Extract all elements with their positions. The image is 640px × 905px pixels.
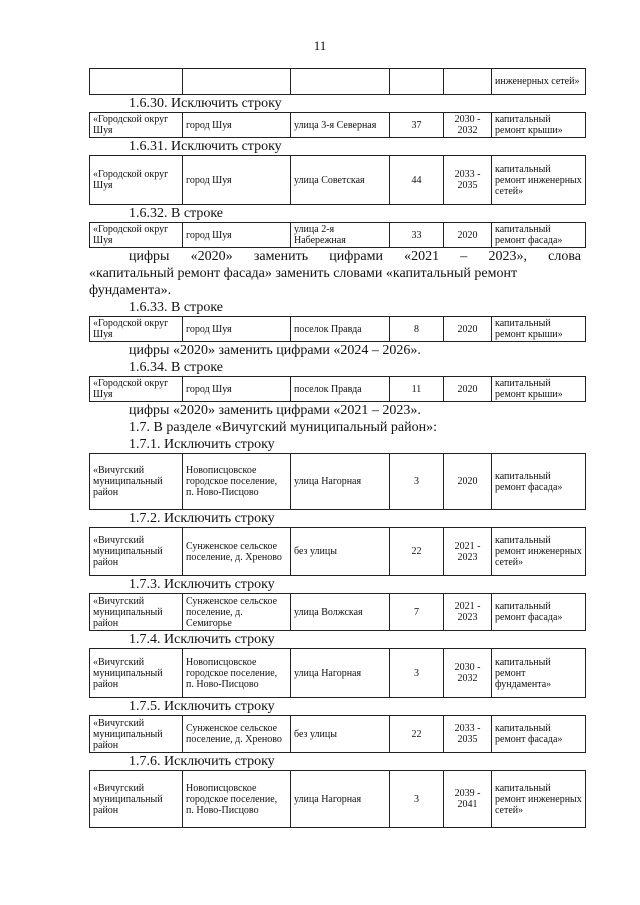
cell-house: 11 <box>390 377 444 402</box>
cell-settlement: Новописцовское городское поселение, п. Ново-Писцово <box>183 771 291 828</box>
cell-municipality: «Городской округ Шуя <box>90 377 183 402</box>
cell-street: без улицы <box>291 716 390 753</box>
cell-work-type: инженерных сетей» <box>492 69 586 95</box>
cell-period: 2039 - 2041 <box>444 771 492 828</box>
cell-settlement: Сунженское сельское поселение, д. Хреново <box>183 528 291 576</box>
cell-work-type: капитальный ремонт фасада» <box>492 454 586 510</box>
cell-house: 33 <box>390 223 444 248</box>
table-row <box>89 316 586 342</box>
cell-settlement: Новописцовское городское поселение, п. Ново-Писцово <box>183 454 291 510</box>
cell-municipality: «Вичугский муниципальный район <box>90 594 183 631</box>
cell-house: 44 <box>390 156 444 205</box>
table-row <box>89 222 586 248</box>
section-heading: 1.6.33. В строке <box>129 300 224 315</box>
cell-house <box>390 69 444 95</box>
cell-work-type: капитальный ремонт фасада» <box>492 716 586 753</box>
table-row <box>89 770 586 828</box>
table-row <box>89 453 586 510</box>
cell-work-type: капитальный ремонт инженерных сетей» <box>492 528 586 576</box>
cell-house: 3 <box>390 771 444 828</box>
cell-street: улица Нагорная <box>291 771 390 828</box>
table-row <box>89 376 586 402</box>
cell-municipality: «Вичугский муниципальный район <box>90 771 183 828</box>
table-row <box>89 593 586 631</box>
paragraph-line: цифры «2020» заменить цифрами «2024 – 2026». <box>129 343 421 358</box>
paragraph-line: «капитальный ремонт фасада» заменить словами «капитальный ремонт <box>89 266 518 281</box>
section-heading: 1.7.1. Исключить строку <box>129 437 275 452</box>
cell-period: 2030 - 2032 <box>444 649 492 698</box>
cell-house: 3 <box>390 649 444 698</box>
cell-street: улица 2-я Набережная <box>291 223 390 248</box>
cell-street: улица Нагорная <box>291 454 390 510</box>
section-heading: 1.7.5. Исключить строку <box>129 699 275 714</box>
section-heading: 1.7.6. Исключить строку <box>129 754 275 769</box>
cell-street: улица 3-я Северная <box>291 113 390 138</box>
cell-settlement: город Шуя <box>183 156 291 205</box>
cell-municipality: «Городской округ Шуя <box>90 223 183 248</box>
cell-settlement: Сунженское сельское поселение, д. Хреново <box>183 716 291 753</box>
cell-period: 2033 - 2035 <box>444 156 492 205</box>
cell-house: 22 <box>390 716 444 753</box>
paragraph-line: фундамента». <box>89 283 172 298</box>
cell-work-type: капитальный ремонт инженерных сетей» <box>492 156 586 205</box>
cell-period: 2020 <box>444 377 492 402</box>
cell-work-type: капитальный ремонт крыши» <box>492 317 586 342</box>
table-row <box>89 68 586 95</box>
cell-street <box>291 69 390 95</box>
cell-period: 2021 - 2023 <box>444 594 492 631</box>
table-row <box>89 715 586 753</box>
cell-period: 2021 - 2023 <box>444 528 492 576</box>
section-heading: 1.6.34. В строке <box>129 360 224 375</box>
cell-house: 37 <box>390 113 444 138</box>
cell-municipality: «Вичугский муниципальный район <box>90 454 183 510</box>
cell-settlement: город Шуя <box>183 377 291 402</box>
cell-house: 3 <box>390 454 444 510</box>
cell-street: без улицы <box>291 528 390 576</box>
cell-period: 2033 - 2035 <box>444 716 492 753</box>
cell-work-type: капитальный ремонт фасада» <box>492 594 586 631</box>
cell-municipality: «Городской округ Шуя <box>90 317 183 342</box>
cell-work-type: капитальный ремонт инженерных сетей» <box>492 771 586 828</box>
table-row <box>89 112 586 138</box>
cell-work-type: капитальный ремонт фундамента» <box>492 649 586 698</box>
cell-period: 2030 - 2032 <box>444 113 492 138</box>
cell-period: 2020 <box>444 223 492 248</box>
cell-period <box>444 69 492 95</box>
cell-municipality: «Вичугский муниципальный район <box>90 716 183 753</box>
cell-street: улица Волжская <box>291 594 390 631</box>
cell-settlement: Новописцовское городское поселение, п. Ново-Писцово <box>183 649 291 698</box>
cell-street: поселок Правда <box>291 377 390 402</box>
cell-settlement: Сунженское сельское поселение, д. Семигорье <box>183 594 291 631</box>
cell-settlement <box>183 69 291 95</box>
paragraph-line: цифры «2020» заменить цифрами «2021 – 2023», слова <box>129 249 581 264</box>
cell-street: улица Нагорная <box>291 649 390 698</box>
cell-period: 2020 <box>444 454 492 510</box>
cell-street: улица Советская <box>291 156 390 205</box>
cell-house: 7 <box>390 594 444 631</box>
section-heading: 1.7. В разделе «Вичугский муниципальный район»: <box>129 420 437 435</box>
cell-municipality: «Вичугский муниципальный район <box>90 528 183 576</box>
document-body <box>89 68 581 828</box>
section-heading: 1.7.3. Исключить строку <box>129 577 275 592</box>
cell-house: 8 <box>390 317 444 342</box>
cell-work-type: капитальный ремонт крыши» <box>492 377 586 402</box>
section-heading: 1.6.31. Исключить строку <box>129 139 282 154</box>
section-heading: 1.7.2. Исключить строку <box>129 511 275 526</box>
cell-settlement: город Шуя <box>183 223 291 248</box>
table-row <box>89 155 586 205</box>
section-heading: 1.6.30. Исключить строку <box>129 96 282 111</box>
section-heading: 1.7.4. Исключить строку <box>129 632 275 647</box>
cell-work-type: капитальный ремонт крыши» <box>492 113 586 138</box>
paragraph-line: цифры «2020» заменить цифрами «2021 – 2023». <box>129 403 421 418</box>
cell-municipality: «Городской округ Шуя <box>90 156 183 205</box>
cell-house: 22 <box>390 528 444 576</box>
section-heading: 1.6.32. В строке <box>129 206 224 221</box>
cell-settlement: город Шуя <box>183 317 291 342</box>
cell-settlement: город Шуя <box>183 113 291 138</box>
cell-street: поселок Правда <box>291 317 390 342</box>
page-number: 11 <box>313 38 327 53</box>
table-row <box>89 527 586 576</box>
cell-period: 2020 <box>444 317 492 342</box>
cell-municipality: «Городской округ Шуя <box>90 113 183 138</box>
cell-municipality: «Вичугский муниципальный район <box>90 649 183 698</box>
table-row <box>89 648 586 698</box>
cell-municipality <box>90 69 183 95</box>
cell-work-type: капитальный ремонт фасада» <box>492 223 586 248</box>
